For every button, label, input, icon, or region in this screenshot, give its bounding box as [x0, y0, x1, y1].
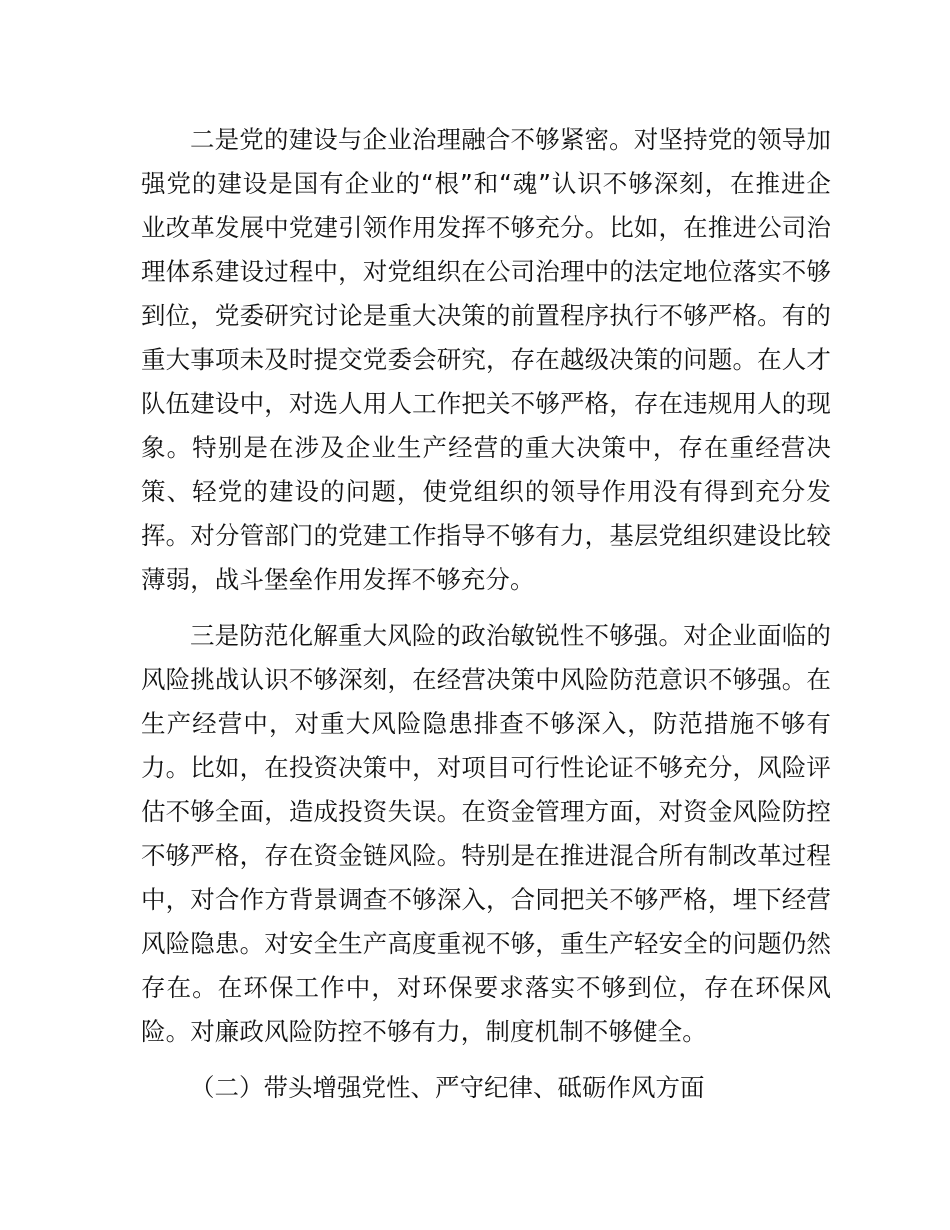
paragraph-risk-prevention: 三是防范化解重大风险的政治敏锐性不够强。对企业面临的风险挑战认识不够深刻，在经营决策中风险防范意识不够强。在生产经营中，对重大风险隐患排查不够深入，防范措施不够有力。比如，在投资决策中，对项目可行性论证不够充分，风险评估不够全面，造成投资失误。在资金管理方面，对资金风险防控不够严格，存在资金链风险。特别是在推进混合所有制改革过程中，对合作方背景调查不够深入，合同把关不够严格，埋下经营风险隐患。对安全生产高度重视不够，重生产轻安全的问题仍然存在。在环保工作中，对环保要求落实不够到位，存在环保风险。对廉政风险防控不够有力，制度机制不够健全。 — [141, 621, 831, 1046]
document-body — [141, 118, 831, 1110]
paragraph-party-building: 二是党的建设与企业治理融合不够紧密。对坚持党的领导加强党的建设是国有企业的“根”和“魂”认识不够深刻，在推进企业改革发展中党建引领作用发挥不够充分。比如，在推进公司治理体系建设过程中，对党组织在公司治理中的法定地位落实不够到位，党委研究讨论是重大决策的前置程序执行不够严格。有的重大事项未及时提交党委会研究，存在越级决策的问题。在人才队伍建设中，对选人用人工作把关不够严格，存在违规用人的现象。特别是在涉及企业生产经营的重大决策中，存在重经营决策、轻党的建设的问题，使党组织的领导作用没有得到充分发挥。对分管部门的党建工作指导不够有力，基层党组织建设比较薄弱，战斗堡垒作用发挥不够充分。 — [141, 125, 831, 594]
section-heading: （二）带头增强党性、严守纪律、砥砺作风方面 — [190, 1073, 705, 1102]
